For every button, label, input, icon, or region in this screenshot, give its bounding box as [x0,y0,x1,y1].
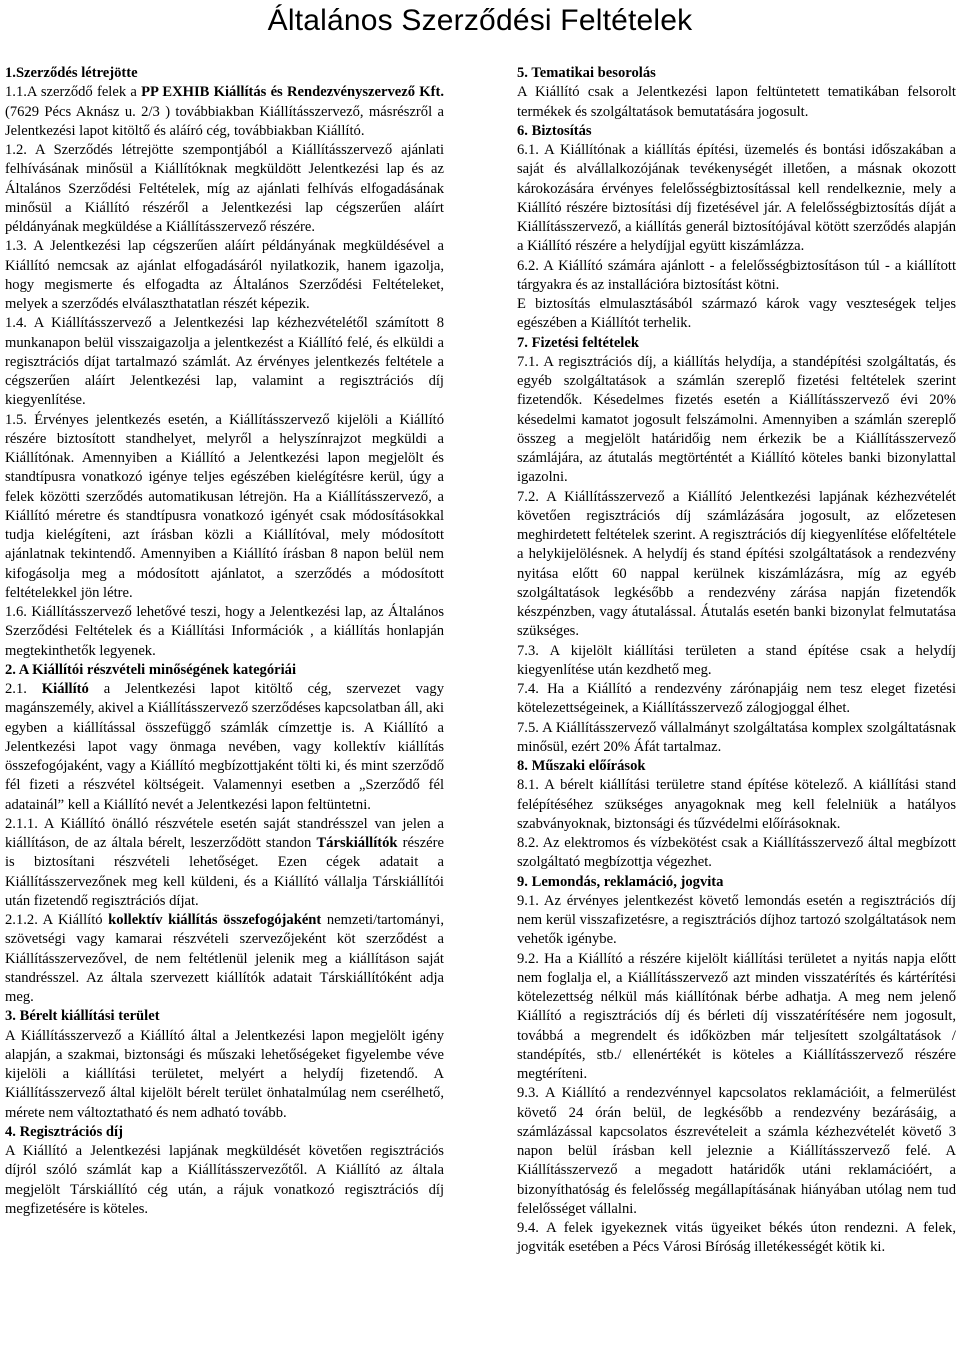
paragraph-7-3: 7.3. A kijelölt kiállítási területen a stand építése csak a helydíj kiegyenlítése után kezdhető meg. [517,642,956,678]
section-heading-1: 1.Szerződés létrejötte [5,65,138,81]
section-heading-4: 4. Regisztrációs díj [5,1123,123,1140]
section-heading-8: 8. Műszaki előírások [517,758,646,774]
paragraph-5: A Kiállító csak a Jelentkezési lapon feltüntetett tematikában felsorolt termékek és szolgáltatások bemutatására jogosult. [517,84,956,120]
paragraph-6-2b: E biztosítás elmulasztásából származó károk vagy veszteségek teljes egészében a Kiállítót terhelik. [517,296,956,332]
paragraph-1-2: 1.2. A Szerződés létrejötte szempontjából a Kiállításszervező ajánlati felhívásának minősül a Kiállítóknak megküldött Jelentkezési lap és az Általános Szerződési Feltételek, míg az ajánlati felhívás elfogadásának minősül a Kiállító részéről a Jelentkezési lap cégszerűen aláírt példányának megküldése a Kiállításszervező részére. [5,142,444,235]
left-column [5,64,444,1219]
right-column [517,64,956,1258]
section-heading-3: 3. Bérelt kiállítási terület [5,1008,160,1025]
paragraph-4: A Kiállító a Jelentkezési lapjának megküldését követően regisztrációs díjról szóló számlát kap a Kiállításszervezőtől. A Kiállító az általa megjelölt Társkiállító cég után, a rájuk vonatkozó regisztrációs díj megfizetésére is köteles. [5,1143,444,1217]
paragraph-9-1: 9.1. Az érvényes jelentkezést követő lemondás esetén a regisztrációs díj nem kerül visszafizetésre, a regisztrációs díjhoz tartozó szolgáltatások nem vehetők igénybe. [517,892,956,948]
paragraph-3: A Kiállításszervező a Kiállító által a Jelentkezési lapon megjelölt igény alapján, a szakmai, biztonsági és műszaki lehetőségeket figyelembe véve kijelöli a kiállítási területet, melyért a helydíj fizetendő. A Kiállításszervező által kijelölt bérelt terület önhatalmúlag nem cserélhető, mérete nem változtatható és nem adható tovább. [5,1027,444,1121]
paragraph-2-1-1-rest: részére is biztosítani részvételi lehetőséget. Ezen cégek adatait a Kiállításszervezőnek meg kell küldeni, és a Kiállító vállalja Társkiállítói után fizetendő regisztrációs díjat. [5,835,444,909]
paragraph-1-1-intro: 1.1.A szerződő felek a [5,84,142,101]
paragraph-7-1: 7.1. A regisztrációs díj, a kiállítás helydíja, a standépítési szolgáltatás, és egyéb szolgáltatások a számlán szereplő fizetési feltételek szerint fizetendők. Késedelmes fizetés esetén a Kiállításszervező évi 20% késedelmi kamatot jogosult felszámolni. Amennyiben a számlán szereplő összeg a megjelölt határidőig nem érkezik be a Kiállításszervező számlájára, az átutalás megtörténtét a Kiállító köteles banki bizonylattal igazolni. [517,353,956,486]
section-heading-7: 7. Fizetési feltételek [517,334,639,351]
paragraph-2-1-1 [5,815,444,911]
paragraph-7-4: 7.4. Ha a Kiállító a rendezvény zárónapjáig nem tesz eleget fizetési kötelezettségeinek, a Kiállításszervező zálogjoggal élhet. [517,681,956,717]
paragraph-8-2: 8.2. Az elektromos és vízbekötést csak a Kiállításszervező által megbízott szolgáltató megbízottja végezhet. [517,835,956,871]
paragraph-2-1-number: 2.1. [5,681,42,697]
paragraph-2-1-1-intro: 2.1.1. A Kiállító önálló részvétele esetén saját standrésszel van jelen a kiállításon, de az általa bérelt, leszerződött standon [5,815,444,851]
paragraph-1-1 [5,83,444,141]
paragraph-1-4: 1.4. A Kiállításszervező a Jelentkezési lap kézhezvételétől számított 8 munkanapon belül visszaigazolja a jelentkezést a Kiállító felé, és elküldi a regisztrációs díjat tartalmazó számlát. Az érvényes jelentkezés feltétele a cégszerűen aláírt Jelentkezési lap, valamint a regisztrációs díj kiegyenlítése. [5,315,444,409]
section-heading-9: 9. Lemondás, reklamáció, jogvita [517,873,724,890]
paragraph-2-1-rest: a Jelentkezési lapot kitöltő cég, szervezet vagy magánszemély, akivel a Kiállításszervező szerződéses kapcsolatban áll, aki egyben a kiállítással összefüggő számlák címzettje is. A Kiállító a Jelentkezési lapot vagy önmaga nevében, vagy kollektív kiállítás összefogójaként, vagy a Kiállító megbízottjaként tölti ki, és mint szerződő fél fizeti a részvétel költségeit. Valamennyi esetben a „Szerződő fél adatainál” kell a Kiállító nevét a Jelentkezési lapon feltüntetni. [5,681,444,813]
organizer-name: PP EXHIB Kiállítás és Rendezvényszervező Kft. [141,84,444,101]
paragraph-1-1-rest: (7629 Pécs Aknász u. 2/3 ) továbbiakban Kiállításszervező, másrészről a Jelentkezési lapot kitöltő és aláíró cég, továbbiakban Kiállító. [5,103,444,139]
section-heading-5: 5. Tematikai besorolás [517,65,656,81]
paragraph-2-1-2-rest: nemzeti/tartományi, szövetségi vagy kamarai részvételi szervezőjeként köt szerződést a Kiállításszervezővel, de nem feltétlenül jelenik meg a kiállításon saját standrésszel. Az általa szervezett kiállítók adatait Társkiállítóként adja meg. [5,912,445,1005]
paragraph-2-1 [5,680,444,815]
paragraph-1-5: 1.5. Érvényes jelentkezés esetén, a Kiállításszervező kijelöli a Kiállító részére biztosított standhelyet, melyről a helyszínrajzot megküldi a Kiállítónak. Amennyiben a Kiállító a Jelentkezési lapon megjelölt és standtípusra vonatkozó igénye teljes egészében kielégítésre kerül, úgy a felek közötti szerződés automatikusan létrejön. Ha a Kiállításszervező, a Kiállító méretre és standtípusra vonatkozó igényét csak módosításokkal tudja kielégíteni, azt írásban közli a Kiállítóval, mely módosított ajánlatnak tekintendő. Amennyiben a Kiállító írásban 8 napon belül nem kifogásolja meg a módosított ajánlatot, a szerződés a módosított feltételekkel jön létre. [5,411,444,601]
paragraph-6-2: 6.2. A Kiállító számára ajánlott - a felelősségbiztosításon túl - a kiállított tárgyakra és az installációra biztosítást kötni. [517,257,956,293]
term-kollektiv: kollektív kiállítás összefogójaként [108,912,322,928]
section-heading-2: 2. A Kiállítói részvételi minőségének kategóriái [5,661,297,678]
paragraph-7-5: 7.5. A Kiállításszervező vállalmányt szolgáltatása komplex szolgáltatásnak minősül, ezért 20% Áfát tartalmaz. [517,719,956,755]
paragraph-2-1-2 [5,911,444,1007]
paragraph-8-1: 8.1. A bérelt kiállítási területre stand építése kötelező. A kiállítási stand felépítéséhez szükséges anyagoknak meg kell felelniük a hatályos szabványoknak, biztonsági és tűzvédelmi előírásoknak. [517,777,956,832]
paragraph-9-4: 9.4. A felek igyekeznek vitás ügyeiket békés úton rendezni. A felek, jogviták esetében a Pécs Városi Bíróság illetékességét kötik ki. [517,1220,956,1256]
paragraph-1-3: 1.3. A Jelentkezési lap cégszerűen aláírt példányának megküldésével a Kiállító nemcsak az ajánlat elfogadásáról nyilatkozik, hanem igazolja, hogy megismerte és elfogadta az Általános Szerződési Feltételeket, melyek a szerződés elválaszthatatlan részét képezik. [5,238,444,312]
paragraph-1-6: 1.6. Kiállításszervező lehetővé teszi, hogy a Jelentkezési lap, az Általános Szerződési Feltételek és a Kiállítási Információk , a kiállítás honlapján megtekinthetők legyenek. [5,604,444,659]
section-heading-6: 6. Biztosítás [517,122,592,139]
paragraph-9-2: 9.2. Ha a Kiállító a részére kijelölt kiállítási területet a nyitás napja előtt nem foglalja el, a Kiállításszervező azt minden visszatérítés és kártérítési kötelezettség nélkül más kiállítónak bérbe adhatja. A meg nem jelenő Kiállító a regisztrációs díj és bérleti díj visszatérítésére nem jogosult, továbbá a megrendelt és időközben már teljesített szolgáltatások / standépítés, stb./ ellenértékét is köteles a Kiállításszervező részére megtéríteni. [517,950,956,1082]
paragraph-2-1-2-intro: 2.1.2. A Kiállító [5,912,109,928]
paragraph-6-1: 6.1. A Kiállítónak a kiállítás építési, üzemelés és bontási időszakában a saját és alvállalkozójának tevékenységét illetően, a másnak okozott károkozására érvényes felelősségbiztosítással kell rendelkeznie, mely a Kiállító részére biztosítási díj fizetésével jár. A felelősségbiztosítás díját a Kiállításszervező, a kiállítás generál biztosítójával kötött szerződés alapján a Kiállító részére a helydíjjal együtt kiszámlázza. [517,142,956,255]
paragraph-7-2: 7.2. A Kiállításszervező a Kiállító Jelentkezési lapjának kézhezvételét követően regisztrációs díj számlázására jogosult, az előzetesen meghirdetett feltételek szerint. A regisztrációs díj kiegyenlítése előfeltétele a helykijelölésnek. A helydíj és stand építési szolgáltatások a rendezvény nyitása előtt 60 nappal kerülnek kiszámlázásra, míg az egyéb szolgáltatások legkésőbb a rendezvény zárása napján fizetendők készpénzben, vagy átutalással. Átutalás esetén banki bizonylat felmutatása szükséges. [517,488,956,640]
paragraph-9-3: 9.3. A Kiállító a rendezvénnyel kapcsolatos reklamációit, a felmerülést követő 24 órán belül, de legkésőbb a rendezvény bezárásáig, a számlázással kapcsolatos észrevételeit a számla kézhezvételét követő 3 napon belül írásban kell jeleznie a Kiállításszervező felé. A Kiállításszervező a megadott határidők utáni reklamációért, a bizonyíthatóság és felelősség megállapításának hiányában utólag nem tud felelősséget vállalni. [517,1085,956,1217]
page-title: Általános Szerződési Feltételek [267,4,693,37]
term-tarskiallitok: Társkiállítók [316,835,398,851]
term-kiallito: Kiállító [41,681,89,697]
